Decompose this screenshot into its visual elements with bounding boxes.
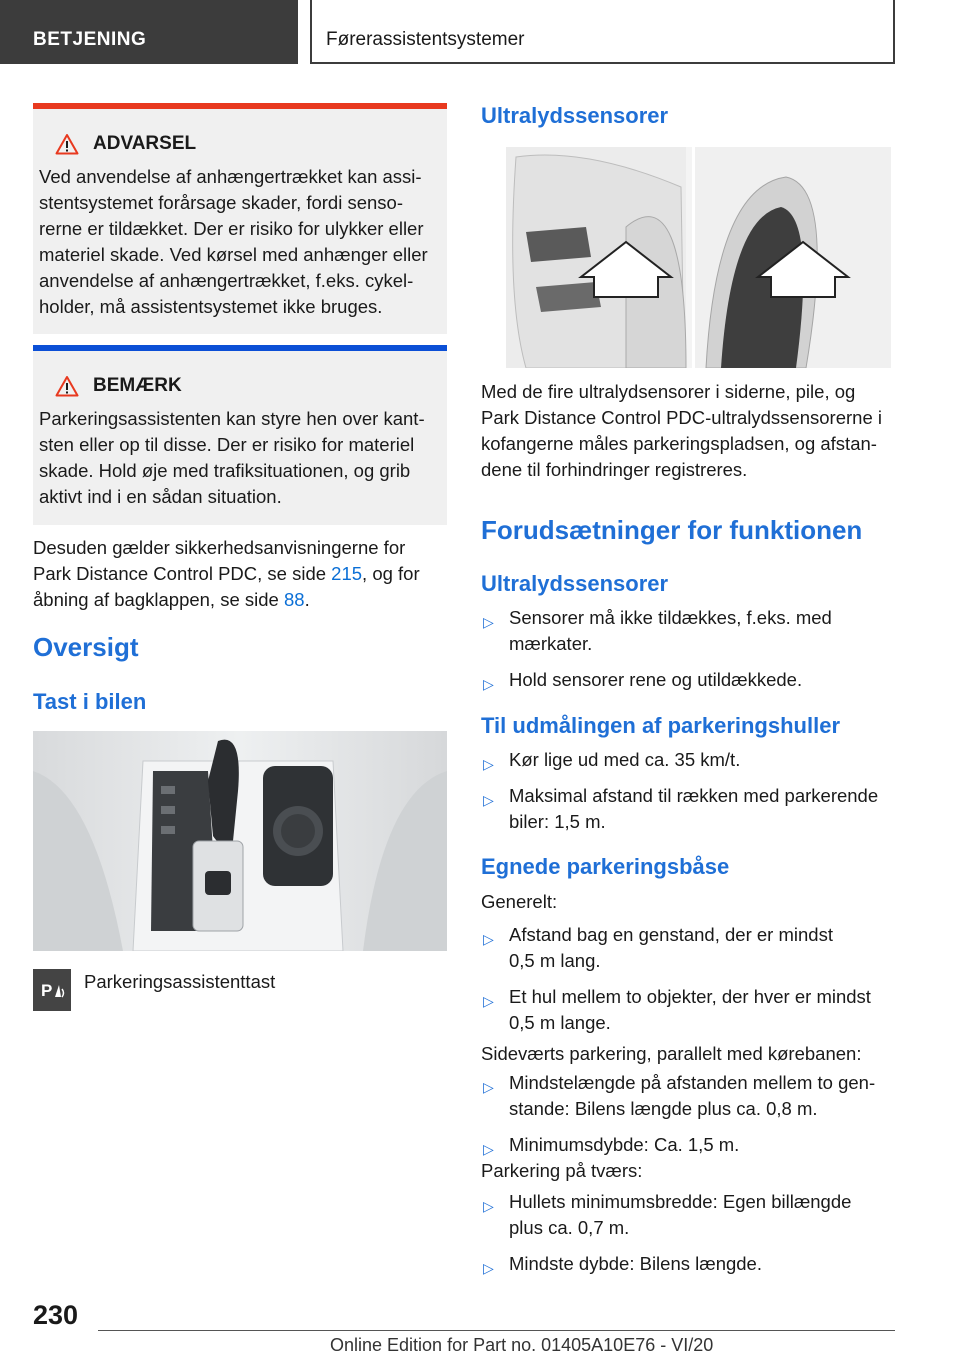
warning-text [39, 164, 443, 320]
note-line: skade. Hold øje med trafiksituationen, og grib [39, 460, 411, 481]
list-item-line: Kør lige ud med ca. 35 km/t. [509, 749, 741, 770]
intro-text: Park Distance Control PDC, se side [33, 563, 332, 584]
list-item-line: Hold sensorer rene og utildækkede. [509, 669, 803, 690]
parallel-label: Sideværts parkering, parallelt med kørebanen: [481, 1043, 862, 1064]
warning-title-text: ADVARSEL [93, 133, 197, 154]
sensors-paragraph [481, 379, 895, 483]
intro-text: , og for [362, 563, 420, 584]
section-title: BETJENING [33, 29, 147, 50]
list-item [481, 1132, 895, 1158]
list-item-line: Maksimal afstand til rækken med parkerende [509, 785, 879, 806]
requirements-heading: Forudsætninger for funktionen [481, 515, 863, 545]
console-photo [33, 731, 447, 951]
intro-line [33, 561, 447, 587]
triangle-bullet-icon: ▷ [483, 1260, 494, 1276]
triangle-bullet-icon: ▷ [483, 792, 494, 808]
list-item [481, 747, 895, 773]
warning-line: Ved anvendelse af anhængertrækket kan assi- [39, 166, 422, 187]
list-item [481, 605, 895, 657]
button-label: Parkeringsassistenttast [84, 971, 276, 992]
list-item-line: Et hul mellem to objekter, der hver er mindst [509, 986, 871, 1007]
intro-text: . [304, 589, 310, 610]
triangle-bullet-icon: ▷ [483, 1141, 494, 1157]
note-title [55, 375, 182, 397]
note-title-text: BEMÆRK [93, 375, 182, 396]
list-item-line: plus ca. 0,7 m. [509, 1217, 630, 1238]
parking-assistant-button-icon [33, 969, 71, 1011]
warning-line: stentsystemet forårsage skader, fordi senso- [39, 192, 404, 213]
list-item-line: mærkater. [509, 633, 593, 654]
measurement-subheading: Til udmålingen af parkeringshuller [481, 713, 841, 738]
triangle-bullet-icon: ▷ [483, 614, 494, 630]
general-label: Generelt: [481, 891, 558, 912]
list-item-line: Minimumsdybde: Ca. 1,5 m. [509, 1134, 740, 1155]
sensor-requirements-list [481, 605, 895, 703]
section-tab [0, 0, 298, 64]
note-line: aktivt ind i en sådan situation. [39, 486, 282, 507]
sensor-photo [506, 147, 891, 368]
svg-text:P: P [41, 981, 53, 1000]
list-item-line: biler: 1,5 m. [509, 811, 606, 832]
list-item-line: Mindste dybde: Bilens længde. [509, 1253, 762, 1274]
edition-text: Online Edition for Part no. 01405A10E76 - VI/20 [330, 1335, 714, 1355]
note-line: sten eller op til disse. Der er risiko for materiel [39, 434, 415, 455]
footer-divider [98, 1330, 895, 1331]
sensors-line: Park Distance Control PDC-ultralydssensorerne i [481, 407, 882, 428]
warning-title [55, 133, 196, 155]
chapter-title: Førerassistentsystemer [326, 29, 525, 50]
triangle-bullet-icon: ▷ [483, 1079, 494, 1095]
page-number: 230 [33, 1300, 79, 1330]
warning-line: rerne er tildækket. Der er risiko for ulykker eller [39, 218, 424, 239]
list-item-line: Mindstelængde på afstanden mellem to gen- [509, 1072, 876, 1093]
warning-line: anvendelse af anhængertrækket, f.eks. cykel- [39, 270, 414, 291]
list-item [481, 1189, 895, 1241]
intro-line: Desuden gælder sikkerhedsanvisningerne for [33, 537, 406, 558]
list-item [481, 667, 895, 693]
sensor-illustration [506, 147, 891, 368]
general-list [481, 922, 895, 1046]
note-text [39, 406, 443, 510]
list-item [481, 1251, 895, 1277]
triangle-bullet-icon: ▷ [483, 676, 494, 692]
overview-heading: Oversigt [33, 632, 139, 662]
list-item-line: Hullets minimumsbredde: Egen billængde [509, 1191, 852, 1212]
measurement-list [481, 747, 895, 845]
list-item [481, 922, 895, 974]
warning-box [33, 103, 447, 334]
note-line: Parkeringsassistenten kan styre hen over kant- [39, 408, 425, 429]
list-item [481, 984, 895, 1036]
list-item-line: stande: Bilens længde plus ca. 0,8 m. [509, 1098, 818, 1119]
list-item-line: Afstand bag en genstand, der er mindst [509, 924, 833, 945]
warning-line: materiel skade. Ved kørsel med anhænger eller [39, 244, 428, 265]
caution-triangle-icon [55, 375, 79, 397]
page-link-215[interactable]: 215 [331, 563, 363, 584]
triangle-bullet-icon: ▷ [483, 1198, 494, 1214]
list-item-line: 0,5 m lang. [509, 950, 601, 971]
perpendicular-label: Parkering på tværs: [481, 1160, 643, 1181]
console-illustration [33, 731, 447, 951]
sensors-line: Med de fire ultralydsensorer i siderne, pile, og [481, 381, 856, 402]
triangle-bullet-icon: ▷ [483, 931, 494, 947]
parking-space-subheading: Egnede parkeringsbåse [481, 854, 730, 879]
list-item-line: 0,5 m lange. [509, 1012, 611, 1033]
sensors-line: dene til forhindringer registreres. [481, 459, 748, 480]
list-item [481, 783, 895, 835]
perpendicular-list [481, 1189, 895, 1287]
sensors-line: kofangerne måles parkeringspladsen, og afstan- [481, 433, 877, 454]
intro-line [33, 587, 447, 613]
list-item-line: Sensorer må ikke tildækkes, f.eks. med [509, 607, 832, 628]
triangle-bullet-icon: ▷ [483, 756, 494, 772]
sensors-heading: Ultralydssensorer [481, 103, 669, 128]
chapter-tab [310, 0, 895, 64]
parallel-list [481, 1070, 895, 1168]
page-link-88[interactable]: 88 [283, 589, 305, 610]
button-subheading: Tast i bilen [33, 689, 147, 714]
intro-paragraph [33, 535, 447, 613]
list-item [481, 1070, 895, 1122]
warning-triangle-icon [55, 133, 79, 155]
warning-line: holder, må assistentsystemet ikke bruges. [39, 296, 383, 317]
triangle-bullet-icon: ▷ [483, 993, 494, 1009]
note-box [33, 345, 447, 525]
sensors-subheading: Ultralydssensorer [481, 571, 669, 596]
intro-text: åbning af bagklappen, se side [33, 589, 284, 610]
